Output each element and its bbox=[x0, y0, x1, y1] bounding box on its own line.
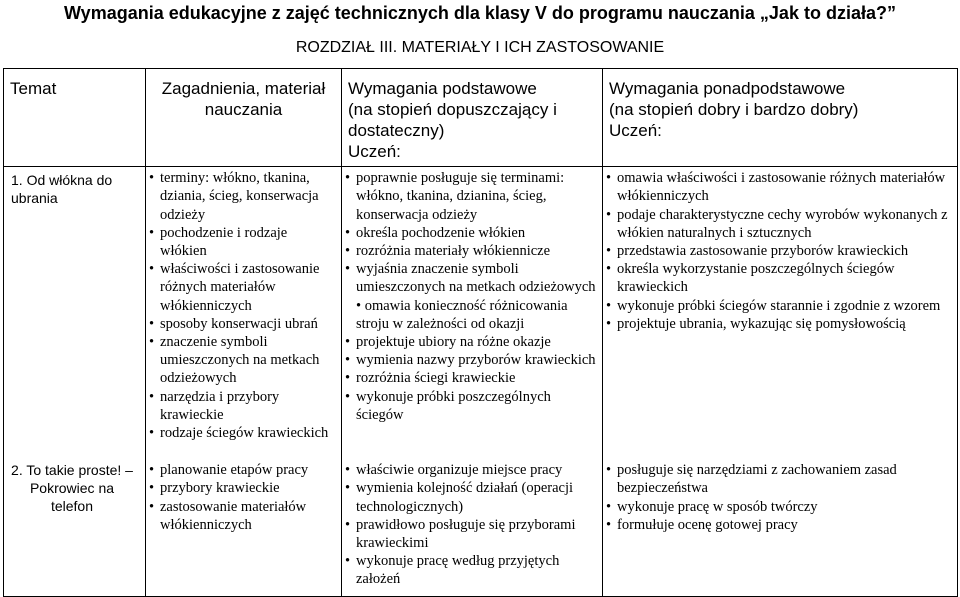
header-podstawowe-cell bbox=[342, 69, 603, 167]
zagadnienia-cell bbox=[146, 167, 342, 597]
list-item: • wykonuje pracę w sposób twórczy bbox=[603, 498, 957, 516]
podstawowe-list-2 bbox=[342, 461, 602, 588]
header-ponadpodstawowe-line: Wymagania ponadpodstawowe bbox=[609, 79, 846, 98]
ponadpodstawowe-list-2 bbox=[603, 461, 957, 534]
list-item: • przybory krawieckie bbox=[146, 479, 341, 497]
list-item: • projektuje ubrania, wykazując się pomysłowością bbox=[603, 315, 957, 333]
list-item: • zastosowanie materiałów włókienniczych bbox=[146, 498, 341, 534]
table-body-row bbox=[4, 167, 958, 597]
list-item: • wymienia kolejność działań (operacji technologicznych) bbox=[342, 479, 602, 515]
header-podstawowe bbox=[342, 69, 602, 162]
list-item: • rozróżnia ściegi krawieckie bbox=[342, 369, 602, 387]
topic-1: 1. Od włókna do ubrania bbox=[11, 172, 113, 207]
list-item: • właściwie organizuje miejsce pracy bbox=[342, 461, 602, 479]
header-zagadnienia bbox=[146, 69, 341, 120]
chapter-heading: ROZDZIAŁ III. MATERIAŁY I ICH ZASTOSOWANIE bbox=[295, 39, 665, 56]
header-podstawowe-line: Wymagania podstawowe bbox=[348, 79, 537, 98]
ponadpodstawowe-list-1 bbox=[603, 169, 957, 333]
list-item: • wyjaśnia znaczenie symboli umieszczonych na metkach odzieżowych • omawia konieczność różnicowania stroju w zależności od okazji bbox=[342, 260, 602, 333]
list-item: • podaje charakterystyczne cechy wyrobów wykonanych z włókien naturalnych i sztucznych bbox=[603, 206, 957, 242]
list-item: • pochodzenie i rodzaje włókien bbox=[146, 224, 341, 260]
header-temat: Temat bbox=[10, 79, 57, 98]
list-item: • prawidłowo posługuje się przyborami krawieckimi bbox=[342, 516, 602, 552]
list-item: • rodzaje ściegów krawieckich bbox=[146, 424, 341, 442]
list-item: • planowanie etapów pracy bbox=[146, 461, 341, 479]
list-item: • wymienia nazwy przyborów krawieckich bbox=[342, 351, 602, 369]
list-item: • projektuje ubiory na różne okazje bbox=[342, 333, 602, 351]
header-ponadpodstawowe-line: (na stopień dobry i bardzo dobry) bbox=[609, 100, 859, 119]
header-zagadnienia-line: Zagadnienia, materiał bbox=[161, 79, 326, 98]
list-item: • przedstawia zastosowanie przyborów krawieckich bbox=[603, 242, 957, 260]
list-item: • wykonuje próbki poszczególnych ściegów bbox=[342, 388, 602, 424]
list-item: • narzędzia i przybory krawieckie bbox=[146, 388, 341, 424]
zagadnienia-list-2 bbox=[146, 461, 341, 534]
list-item: • określa pochodzenie włókien bbox=[342, 224, 602, 242]
list-item: • omawia właściwości i zastosowanie różnych materiałów włókienniczych bbox=[603, 169, 957, 205]
list-item: • posługuje się narzędziami z zachowaniem zasad bezpieczeństwa bbox=[603, 461, 957, 497]
header-zagadnienia-cell bbox=[146, 69, 342, 167]
header-ponadpodstawowe-line: Uczeń: bbox=[609, 121, 662, 140]
table-header-row bbox=[4, 69, 958, 167]
list-item: • terminy: włókno, tkanina, dziania, ścieg, konserwacja odzieży bbox=[146, 169, 341, 224]
header-ponadpodstawowe-cell bbox=[603, 69, 958, 167]
list-item: • sposoby konserwacji ubrań bbox=[146, 315, 341, 333]
list-item: • rozróżnia materiały włókiennicze bbox=[342, 242, 602, 260]
header-temat-cell bbox=[4, 69, 146, 167]
document-title: Wymagania edukacyjne z zajęć technicznych dla klasy V do programu nauczania „Jak to działa?” bbox=[64, 3, 896, 23]
header-podstawowe-line: dostateczny) bbox=[348, 121, 445, 140]
header-podstawowe-line: (na stopień dopuszczający i bbox=[348, 100, 557, 119]
list-item: • poprawnie posługuje się terminami: włókno, tkanina, dzianina, ścieg, konserwacja odzieży bbox=[342, 169, 602, 224]
header-zagadnienia-line: nauczania bbox=[204, 100, 283, 119]
topic-2: 2. To takie proste! – Pokrowiec na telefon bbox=[11, 462, 133, 515]
podstawowe-cell bbox=[342, 167, 603, 597]
list-item: • znaczenie symboli umieszczonych na metkach odzieżowych bbox=[146, 333, 341, 388]
list-item: • określa wykorzystanie poszczególnych ściegów krawieckich bbox=[603, 260, 957, 296]
list-item: • wykonuje pracę według przyjętych założeń bbox=[342, 552, 602, 588]
requirements-table bbox=[3, 68, 958, 597]
list-item: • właściwości i zastosowanie różnych materiałów włókienniczych bbox=[146, 260, 341, 315]
podstawowe-list-1 bbox=[342, 169, 602, 424]
header-ponadpodstawowe bbox=[603, 69, 957, 141]
topic-cell bbox=[4, 167, 146, 597]
list-item: • formułuje ocenę gotowej pracy bbox=[603, 516, 957, 534]
list-item: • wykonuje próbki ściegów starannie i zgodnie z wzorem bbox=[603, 297, 957, 315]
header-podstawowe-line: Uczeń: bbox=[348, 142, 401, 161]
zagadnienia-list-1 bbox=[146, 169, 341, 442]
ponadpodstawowe-cell bbox=[603, 167, 958, 597]
